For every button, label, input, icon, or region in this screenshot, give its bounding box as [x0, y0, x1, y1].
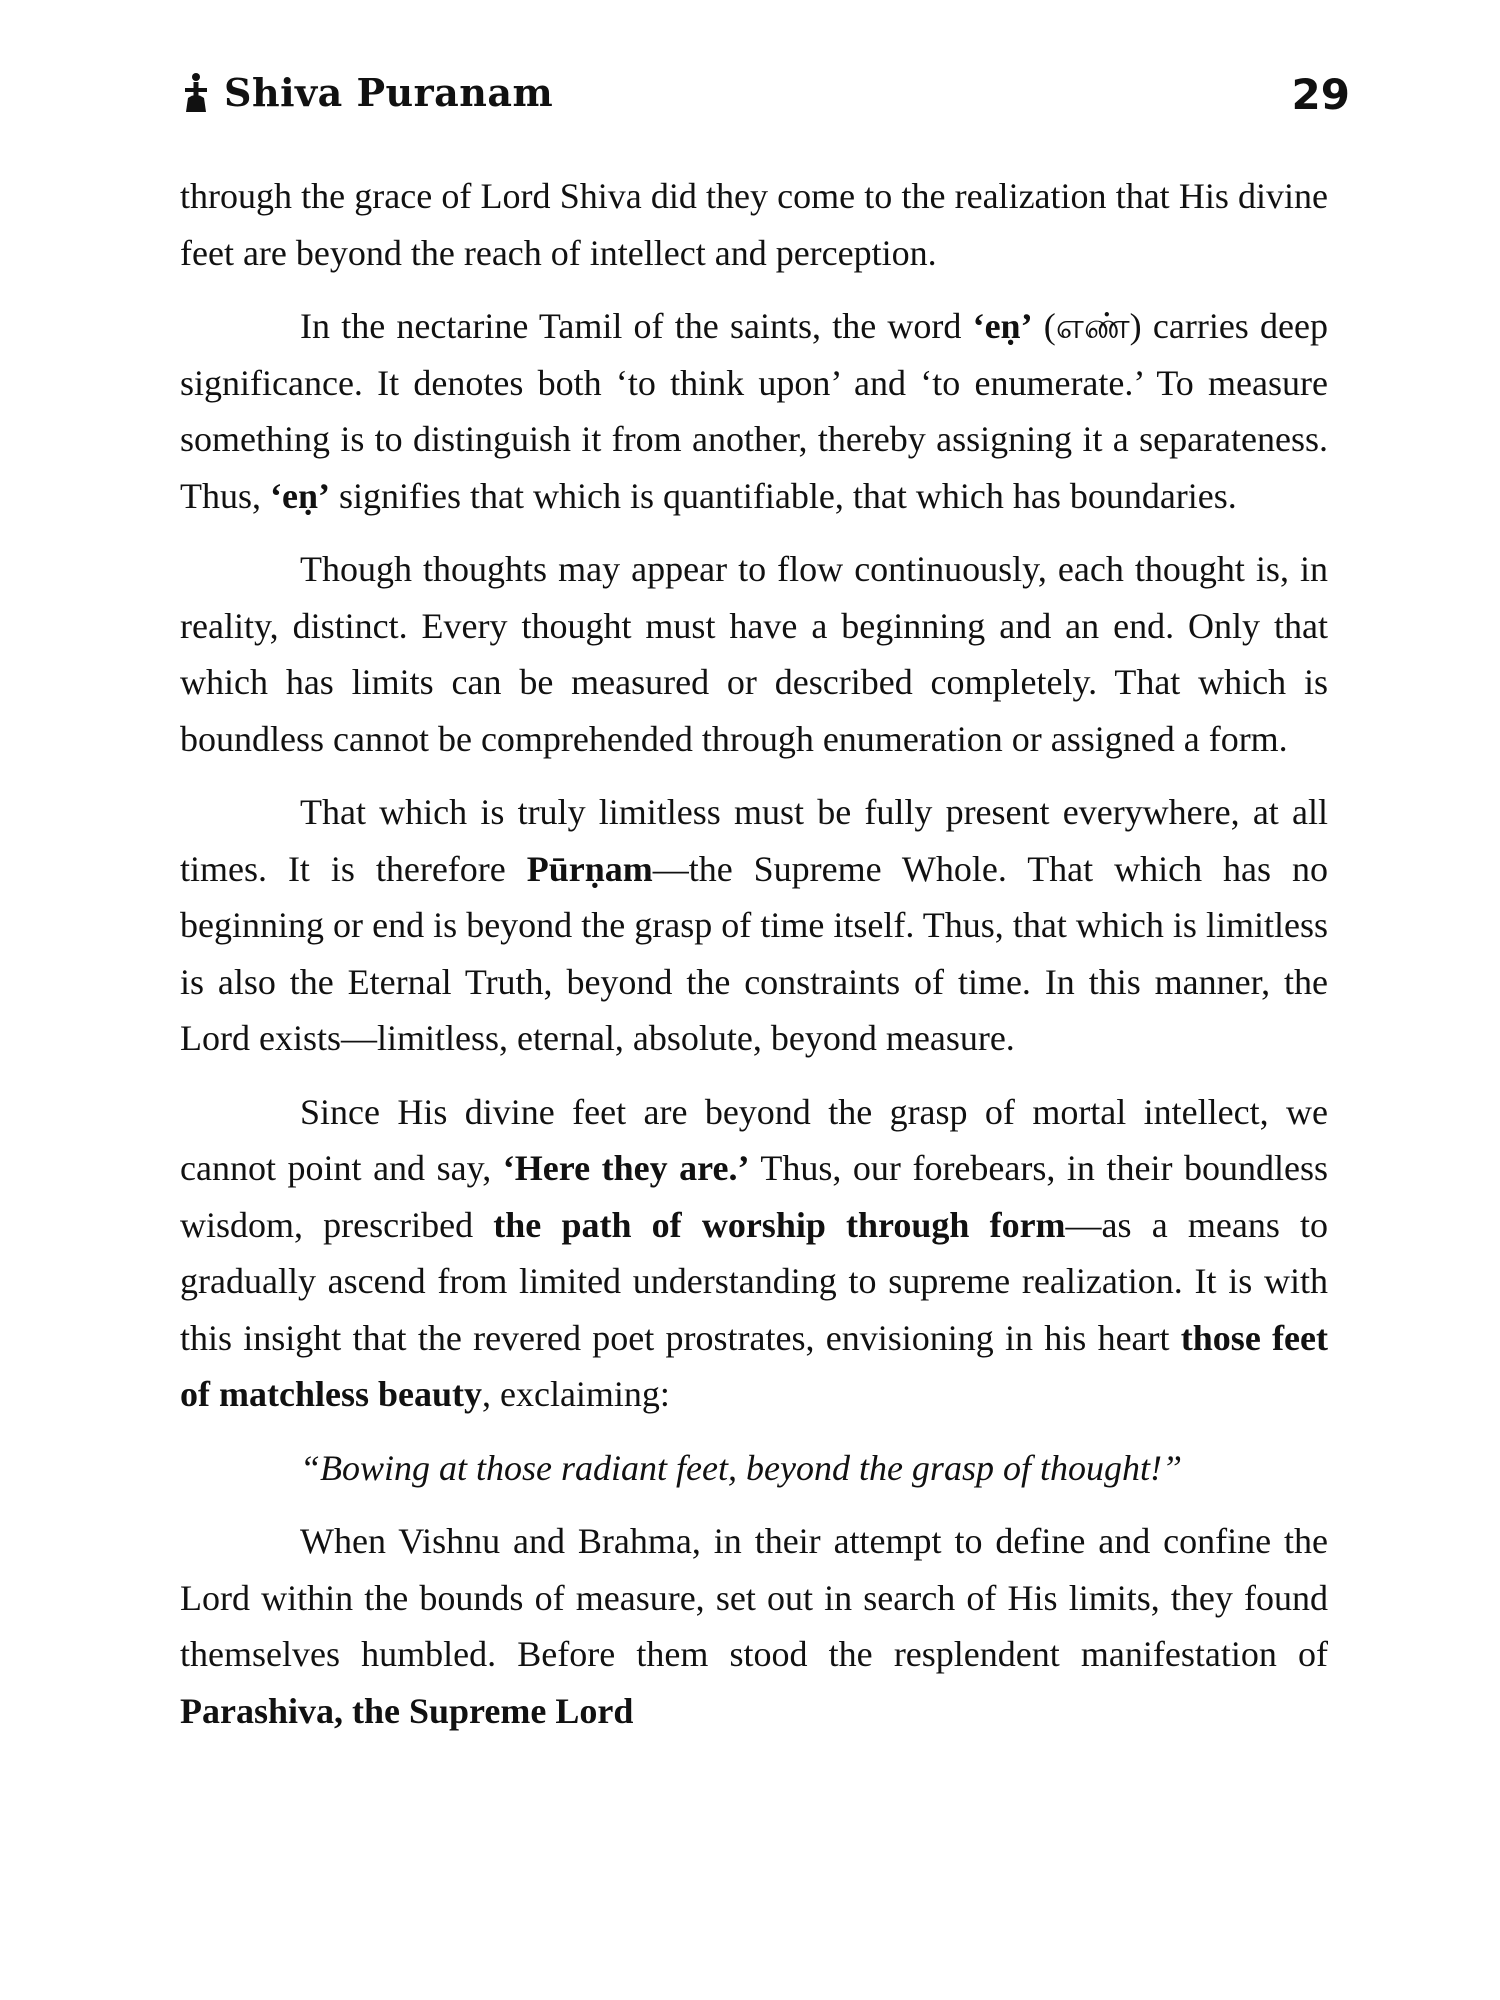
paragraph-2-text-b: (எண்) carries deep significance. It denotes both ‘to think upon’ and ‘to enumerate.’ To measure something is to distinguish it from another, thereby assigning it a separateness. Thus, — [180, 306, 1328, 516]
page-number: 29 — [1291, 70, 1350, 119]
paragraph-5 — [180, 1084, 1328, 1423]
running-head — [180, 70, 553, 115]
paragraph-6 — [180, 1513, 1328, 1739]
page-body — [180, 168, 1328, 1756]
block-quote — [180, 1440, 1328, 1497]
paragraph-1-text: through the grace of Lord Shiva did they come to the realization that His divine feet are beyond the reach of intellect and perception. — [180, 176, 1328, 273]
phrase-path-of-worship: the path of worship through form — [493, 1204, 1066, 1245]
paragraph-3 — [180, 541, 1328, 767]
om-icon — [180, 72, 212, 114]
paragraph-4-text-b: —the Supreme Whole. That which has no beginning or end is beyond the grasp of time itself. Thus, that which is limitless is also the Eternal Truth, beyond the constraints of time. In this manner, the Lord exists—limitless, eternal, absolute, beyond measure. — [180, 848, 1328, 1058]
paragraph-2-text-a: In the nectarine Tamil of the saints, the word — [300, 306, 973, 346]
paragraph-5-text-d: , exclaiming: — [481, 1374, 670, 1414]
term-en-1: ‘eṇ’ — [972, 306, 1033, 346]
paragraph-5-text-b: Thus, our forebears, in their boundless wisdom, prescribed — [180, 1148, 1328, 1245]
paragraph-2 — [180, 298, 1328, 524]
paragraph-4-text-a: That which is truly limitless must be fully present everywhere, at all times. It is therefore — [180, 792, 1328, 889]
paragraph-1 — [180, 168, 1328, 281]
page-header — [180, 70, 1350, 120]
paragraph-4 — [180, 784, 1328, 1067]
paragraph-2-text-c: signifies that which is quantifiable, that which has boundaries. — [329, 475, 1237, 516]
paragraph-5-text-a: Since His divine feet are beyond the grasp of mortal intellect, we cannot point and say, — [180, 1091, 1328, 1188]
paragraph-6-text-a: When Vishnu and Brahma, in their attempt to define and confine the Lord within the bounds of measure, set out in search of His limits, they found themselves humbled. Before them stood the resplendent manifestation of — [180, 1521, 1328, 1674]
term-purnam: Pūrṇam — [526, 848, 653, 889]
phrase-here-they-are: ‘Here they are.’ — [502, 1148, 750, 1188]
paragraph-3-text: Though thoughts may appear to flow continuously, each thought is, in reality, distinct. Every thought must have a beginning and an end. Only that which has limits can be measured or described completely. That which is boundless cannot be comprehended through enumeration or assigned a form. — [180, 549, 1328, 759]
term-en-2: ‘eṇ’ — [270, 475, 330, 516]
book-title: Shiva Puranam — [224, 70, 554, 115]
phrase-matchless-beauty: those feet of matchless beauty — [180, 1317, 1329, 1414]
paragraph-5-text-c: —as a means to gradually ascend from limited understanding to supreme realization. It is with this insight that the revered poet prostrates, envisioning in his heart — [180, 1204, 1329, 1358]
phrase-parashiva: Parashiva, the Supreme Lord — [180, 1690, 634, 1731]
quote-text: “Bowing at those radiant feet, beyond the grasp of thought!” — [300, 1447, 1182, 1488]
